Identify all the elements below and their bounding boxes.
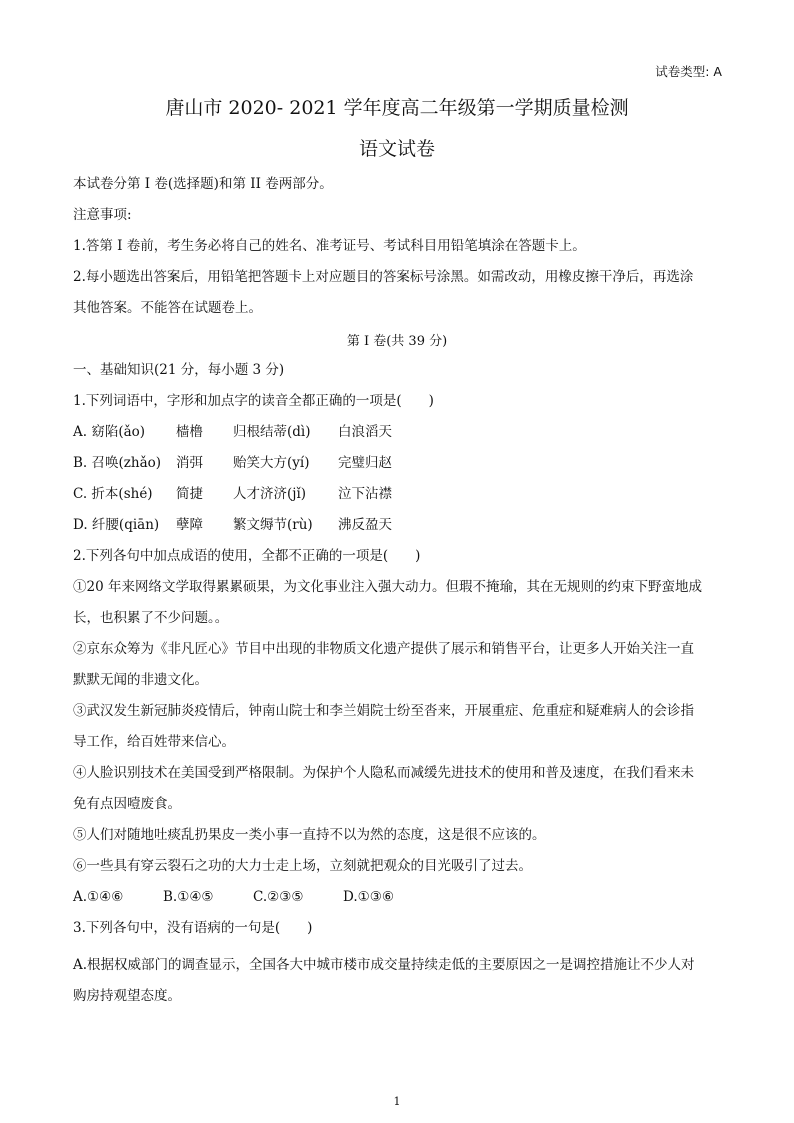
option-word: 泣下沾襟	[338, 486, 392, 502]
option-word: 人才济济(jǐ)	[233, 486, 307, 502]
option-word: 孽障	[176, 517, 203, 533]
question-2-sentence-1-line-2: 长，也积累了不少问题。。	[73, 610, 229, 626]
question-2-sentence-4-line-1: ④人脸识别技术在美国受到严格限制。为保护个人隐私而减缓先进技术的使用和普及速度，在我们看来未	[73, 765, 694, 781]
question-1-option-d	[73, 516, 733, 534]
choice-d: D.①③⑥	[343, 889, 394, 905]
notice-item-2-line-1: 2.每小题选出答案后，用铅笔把答题卡上对应题目的答案标号涂黑。如需改动，用橡皮擦干净后，再选涂	[73, 269, 694, 285]
intro-text: 本试卷分第 I 卷(选择题)和第 II 卷两部分。	[73, 176, 333, 192]
question-2-sentence-3-line-2: 导工作，给百姓带来信心。	[73, 734, 235, 750]
question-1-option-b	[73, 454, 733, 472]
option-word: 繁文缛节(rù)	[233, 517, 313, 533]
question-2-sentence-4-line-2: 免有点因噎废食。	[73, 796, 181, 812]
question-2-sentence-2-line-2: 默默无闻的非遗文化。	[73, 672, 208, 688]
question-1-option-c	[73, 485, 733, 503]
question-2-sentence-1-line-1: ①20 年来网络文学取得累累硕果，为文化事业注入强大动力。但瑕不掩瑜，其在无规则的约束下野蛮地成	[73, 579, 702, 595]
option-word: C. 折本(shé)	[73, 486, 153, 502]
option-word: 樯橹	[176, 424, 203, 440]
exam-title: 唐山市 2020- 2021 学年度高二年级第一学期质量检测	[165, 97, 629, 119]
choice-b: B.①④⑤	[163, 889, 214, 905]
question-1-stem: 1.下列词语中，字形和加点字的读音全都正确的一项是( )	[73, 393, 434, 409]
question-2-sentence-3-line-1: ③武汉发生新冠肺炎疫情后，钟南山院士和李兰娟院士纷至沓来，开展重症、危重症和疑难病人的会诊指	[73, 703, 694, 719]
notice-item-2-line-2: 其他答案。不能答在试题卷上。	[73, 300, 262, 316]
notice-item-1: 1.答第 I 卷前，考生务必将自己的姓名、准考证号、考试科目用铅笔填涂在答题卡上。	[73, 238, 586, 254]
question-2-sentence-6: ⑥一些具有穿云裂石之功的大力士走上场，立刻就把观众的目光吸引了过去。	[73, 858, 532, 874]
question-3-stem: 3.下列各句中，没有语病的一句是( )	[73, 920, 313, 936]
page-number: 1	[393, 1095, 401, 1108]
question-2-sentence-2-line-1: ②京东众筹为《非凡匠心》节目中出现的非物质文化遗产提供了展示和销售平台，让更多人开始关注一直	[73, 641, 694, 657]
question-2-choices	[73, 888, 733, 906]
choice-c: C.②③⑤	[253, 889, 304, 905]
question-3-option-a-line-1: A.根据权威部门的调查显示，全国各大中城市楼市成交量持续走低的主要原因之一是调控措施让不少人对	[73, 957, 695, 973]
option-word: B. 召唤(zhǎo)	[73, 455, 162, 471]
option-word: 白浪滔天	[338, 424, 392, 440]
paper-type-label: 试卷类型: A	[655, 64, 722, 79]
option-word: 消弭	[176, 455, 203, 471]
option-word: 沸反盈天	[338, 517, 392, 533]
question-2-sentence-5: ⑤人们对随地吐痰乱扔果皮一类小事一直持不以为然的态度，这是很不应该的。	[73, 827, 546, 843]
option-word: D. 纤腰(qiān)	[73, 517, 160, 533]
choice-a: A.①④⑥	[73, 889, 124, 905]
option-word: 归根结蒂(dì)	[233, 424, 311, 440]
question-1-option-a	[73, 423, 733, 441]
question-3-option-a-line-2: 购房持观望态度。	[73, 988, 181, 1004]
exam-subtitle: 语文试卷	[358, 138, 435, 160]
option-word: 贻笑大方(yí)	[233, 455, 310, 471]
option-word: 简捷	[176, 486, 203, 502]
part-heading: 一、基础知识(21 分，每小题 3 分)	[73, 362, 285, 378]
section-title: 第 I 卷(共 39 分)	[346, 334, 448, 349]
option-word: 完璧归赵	[338, 455, 392, 471]
notice-heading: 注意事项:	[73, 207, 132, 223]
option-word: A. 窈陷(ǎo)	[73, 424, 146, 440]
question-2-stem: 2.下列各句中加点成语的使用，全都不正确的一项是( )	[73, 548, 421, 564]
